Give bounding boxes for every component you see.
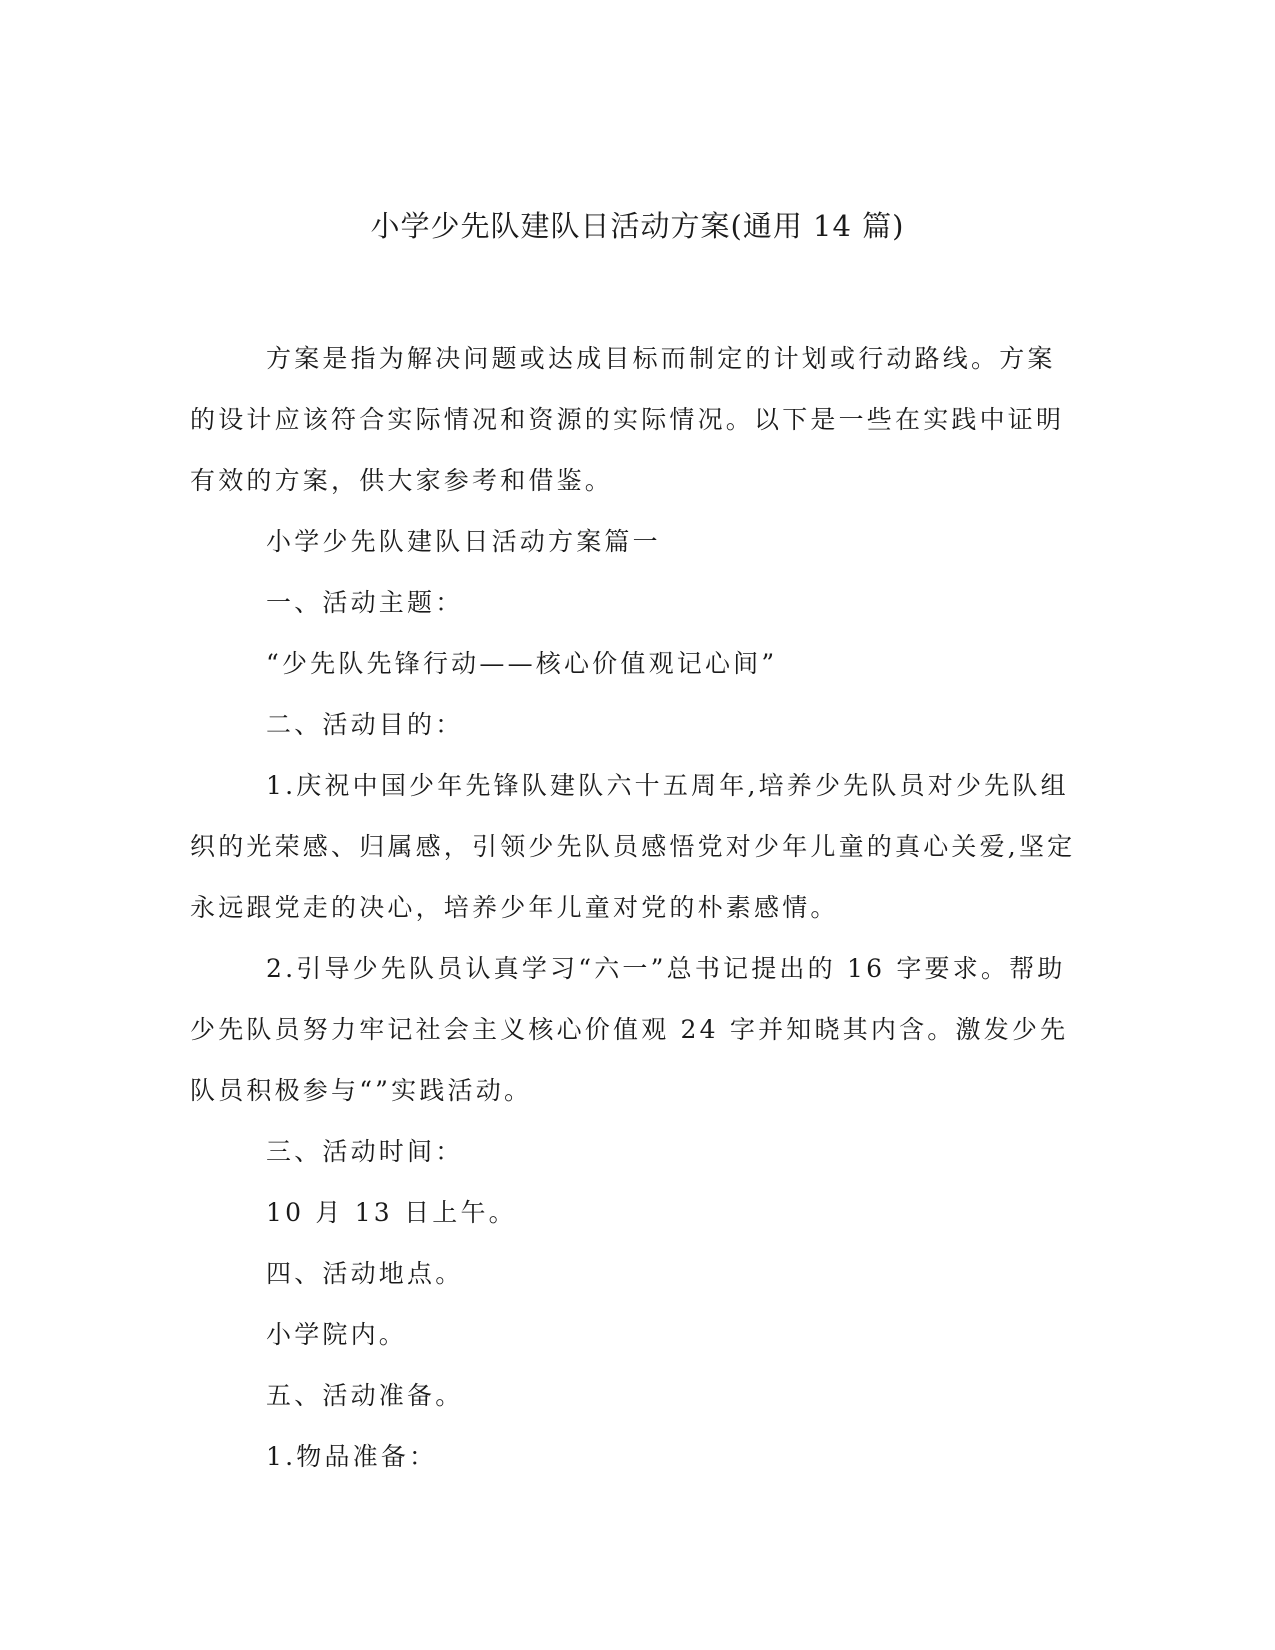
- section-heading-time: 三、活动时间：: [266, 1137, 464, 1166]
- document-body: [190, 328, 1080, 1487]
- paragraph-time: 10 月 13 日上午。: [266, 1198, 517, 1227]
- paragraph-preparation-1: 1.物品准备：: [266, 1442, 438, 1471]
- paragraph-purpose-2: 2.引导少先队员认真学习“六一”总书记提出的 16 字要求。帮助少先队员努力牢记社会主义核心价值观 24 字并知晓其内含。激发少先队员积极参与“”实践活动。: [190, 954, 1069, 1105]
- section-heading-preparation: 五、活动准备。: [266, 1381, 464, 1410]
- section-heading-part-one: 小学少先队建队日活动方案篇一: [266, 527, 661, 556]
- section-heading-purpose: 二、活动目的：: [266, 710, 464, 739]
- paragraph-intro: 方案是指为解决问题或达成目标而制定的计划或行动路线。方案的设计应该符合实际情况和资源的实际情况。以下是一些在实践中证明有效的方案，供大家参考和借鉴。: [190, 344, 1065, 495]
- paragraph-location: 小学院内。: [266, 1320, 408, 1349]
- document-title: 小学少先队建队日活动方案(通用 14 篇): [370, 209, 905, 243]
- paragraph-purpose-1: 1.庆祝中国少年先锋队建队六十五周年,培养少先队员对少先队组织的光荣感、归属感，引领少先队员感悟党对少年儿童的真心关爱,坚定永远跟党走的决心，培养少年儿童对党的朴素感情。: [190, 771, 1076, 922]
- section-heading-location: 四、活动地点。: [266, 1259, 464, 1288]
- section-heading-theme: 一、活动主题：: [266, 588, 464, 617]
- paragraph-theme: “少先队先锋行动——核心价值观记心间”: [266, 649, 778, 678]
